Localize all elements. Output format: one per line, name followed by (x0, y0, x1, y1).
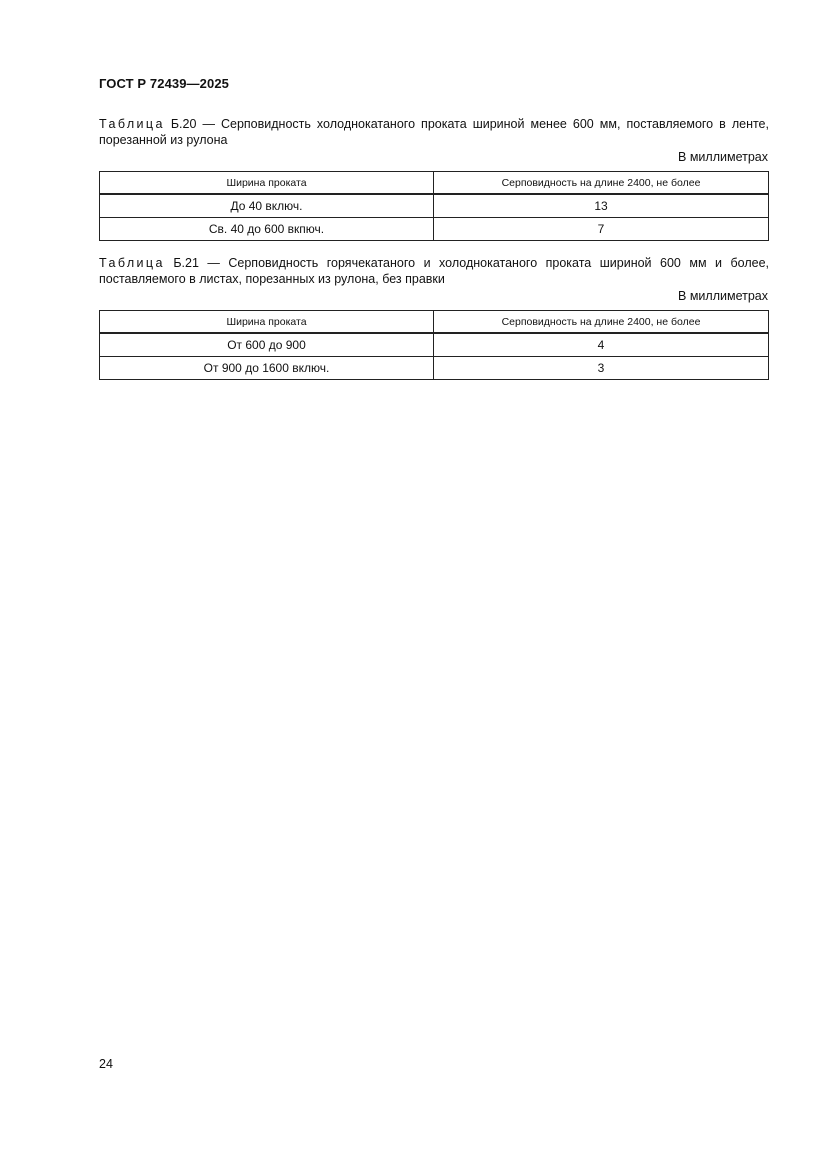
document-header: ГОСТ Р 72439—2025 (99, 76, 229, 91)
cell-camber: 13 (434, 194, 769, 218)
cell-camber: 7 (434, 218, 769, 241)
table-b21-caption (99, 255, 769, 287)
page-number: 24 (99, 1057, 113, 1071)
table-row (100, 333, 769, 357)
table-row (100, 194, 769, 218)
cell-width: До 40 включ. (100, 194, 434, 218)
table-b21 (99, 310, 769, 380)
column-header-width: Ширина проката (100, 172, 434, 195)
table-b20-units: В миллиметрах (678, 150, 768, 164)
cell-camber: 4 (434, 333, 769, 357)
cell-width: Св. 40 до 600 вкпюч. (100, 218, 434, 241)
table-b20-caption (99, 116, 769, 148)
table-row (100, 218, 769, 241)
cell-camber: 3 (434, 357, 769, 380)
table-b20 (99, 171, 769, 241)
table-b20-title: Б.20 — Серповидность холоднокатаного проката шириной менее 600 мм, поставляемого в ленте, порезанной из рулона (99, 117, 769, 147)
table-b20-label: Таблица (99, 117, 165, 131)
cell-width: От 600 до 900 (100, 333, 434, 357)
table-b21-label: Таблица (99, 256, 165, 270)
cell-width: От 900 до 1600 включ. (100, 357, 434, 380)
column-header-camber: Серповидность на длине 2400, не более (434, 172, 769, 195)
table-header-row (100, 311, 769, 334)
table-header-row (100, 172, 769, 195)
table-b21-title: Б.21 — Серповидность горячекатаного и холоднокатаного проката шириной 600 мм и более, поставляемого в листах, порезанных из рулона, без правки (99, 256, 770, 286)
column-header-width: Ширина проката (100, 311, 434, 334)
table-row (100, 357, 769, 380)
column-header-camber: Серповидность на длине 2400, не более (434, 311, 769, 334)
table-b21-units: В миллиметрах (678, 289, 768, 303)
